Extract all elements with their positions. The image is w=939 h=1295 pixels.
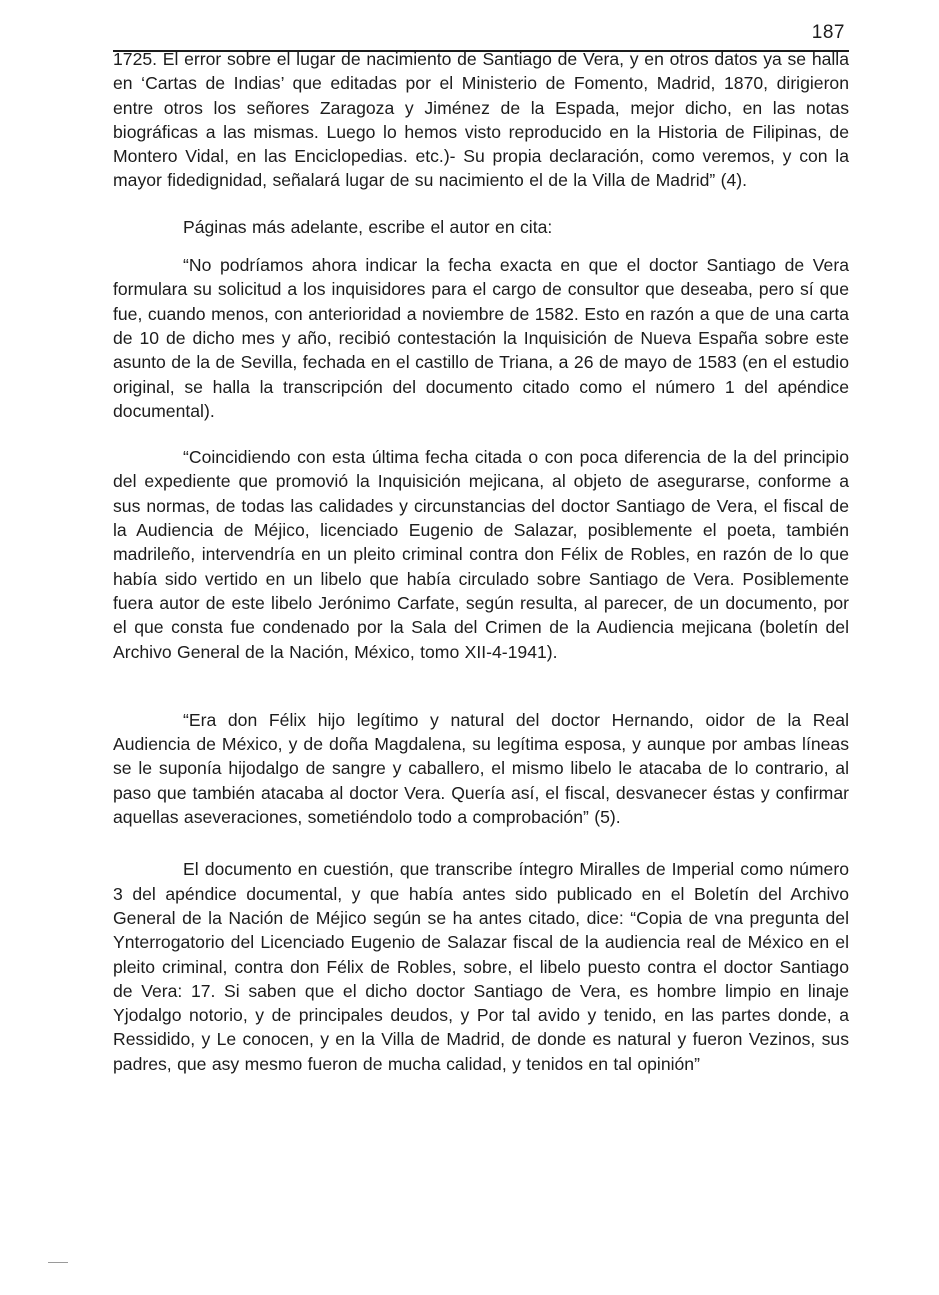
paragraph-quote-felix: “Era don Félix hijo legítimo y natural del doctor Hernando, oidor de la Real Audiencia de México, y de doña Magdalena, su legítima esposa, y aunque por ambas líneas se le suponía hijodalgo de sangre y caballero, el mismo libelo le atacaba de lo contrario, al paso que también atacaba al doctor Vera. Quería así, el fiscal, desvanecer éstas y confirmar aquellas aseveraciones, sometiéndolo todo a comprobación” (5). bbox=[113, 709, 849, 828]
text-column bbox=[113, 47, 849, 1076]
paragraph-quote-libelo: “Coincidiendo con esta última fecha citada o con poca diferencia de la del principio del expediente que promovió la Inquisición mejicana, al objeto de asegurarse, conforme a sus normas, de todas las calidades y circunstancias del doctor Santiago de Vera, el fiscal de la Audiencia de Méjico, licenciado Eugenio de Salazar, posiblemente el poeta, también madrileño, intervendría en un pleito criminal contra don Félix de Robles, en razón de lo que había sido vertido en un libelo que había circulado sobre Santiago de Vera. Posiblemente fuera autor de este libelo Jerónimo Carfate, según resulta, al parecer, de un documento, por el que consta fue condenado por la Sala del Crimen de la Audiencia mejicana (boletín del Archivo General de la Nación, México, tomo XII-4-1941). bbox=[113, 447, 849, 662]
paragraph-quote-consultor: “No podríamos ahora indicar la fecha exacta en que el doctor Santiago de Vera formulara su solicitud a los inquisidores para el cargo de consultor que deseaba, pero sí que fue, cuando menos, con anterioridad a noviembre de 1582. Esto en razón a que de una carta de 10 de dicho mes y año, recibió contestación la Inquisición de Nueva España sobre este asunto de la de Sevilla, fechada en el castillo de Triana, a 26 de mayo de 1583 (en el estudio original, se halla la transcripción del documento citado como el número 1 del apéndice documental). bbox=[113, 255, 849, 421]
page-number: 187 bbox=[811, 22, 845, 43]
paragraph-continuation: 1725. El error sobre el lugar de nacimiento de Santiago de Vera, y en otros datos ya se halla en ‘Cartas de Indias’ que editadas por el Ministerio de Fomento, Madrid, 1870, dirigieron entre otros los señores Zaragoza y Jiménez de la Espada, mejor dicho, en las notas biográficas a las mismas. Luego lo hemos visto reproducido en la Historia de Filipinas, de Montero Vidal, en las Enciclopedias. etc.)- Su propia declaración, como veremos, y con la mayor fidedignidad, señalará lugar de su nacimiento el de la Villa de Madrid” (4). bbox=[113, 49, 849, 191]
margin-mark bbox=[48, 1262, 68, 1263]
paragraph-intro-quote: Páginas más adelante, escribe el autor en cita: bbox=[183, 216, 553, 237]
paragraph-documento: El documento en cuestión, que transcribe íntegro Miralles de Imperial como número 3 del apéndice documental, y que había antes sido publicado en el Boletín del Archivo General de la Nación de Méjico según se ha antes citado, dice: “Copia de vna pregunta del Ynterrogatorio del Licenciado Eugenio de Salazar fiscal de la audiencia real de México en el pleito criminal, contra don Félix de Robles, sobre, el libelo puesto contra el doctor Santiago de Vera: 17. Si saben que el dicho doctor Santiago de Vera, es hombre limpio en linaje Yjodalgo notorio, y de principales deudos, y Por tal avido y tenido, en las partes donde, a Ressidido, y Le conocen, y en la Villa de Madrid, de donde es natural y fueron Vezinos, sus padres, que asy mesmo fueron de mucha calidad, y tenidos en tal opinión” bbox=[113, 859, 849, 1074]
